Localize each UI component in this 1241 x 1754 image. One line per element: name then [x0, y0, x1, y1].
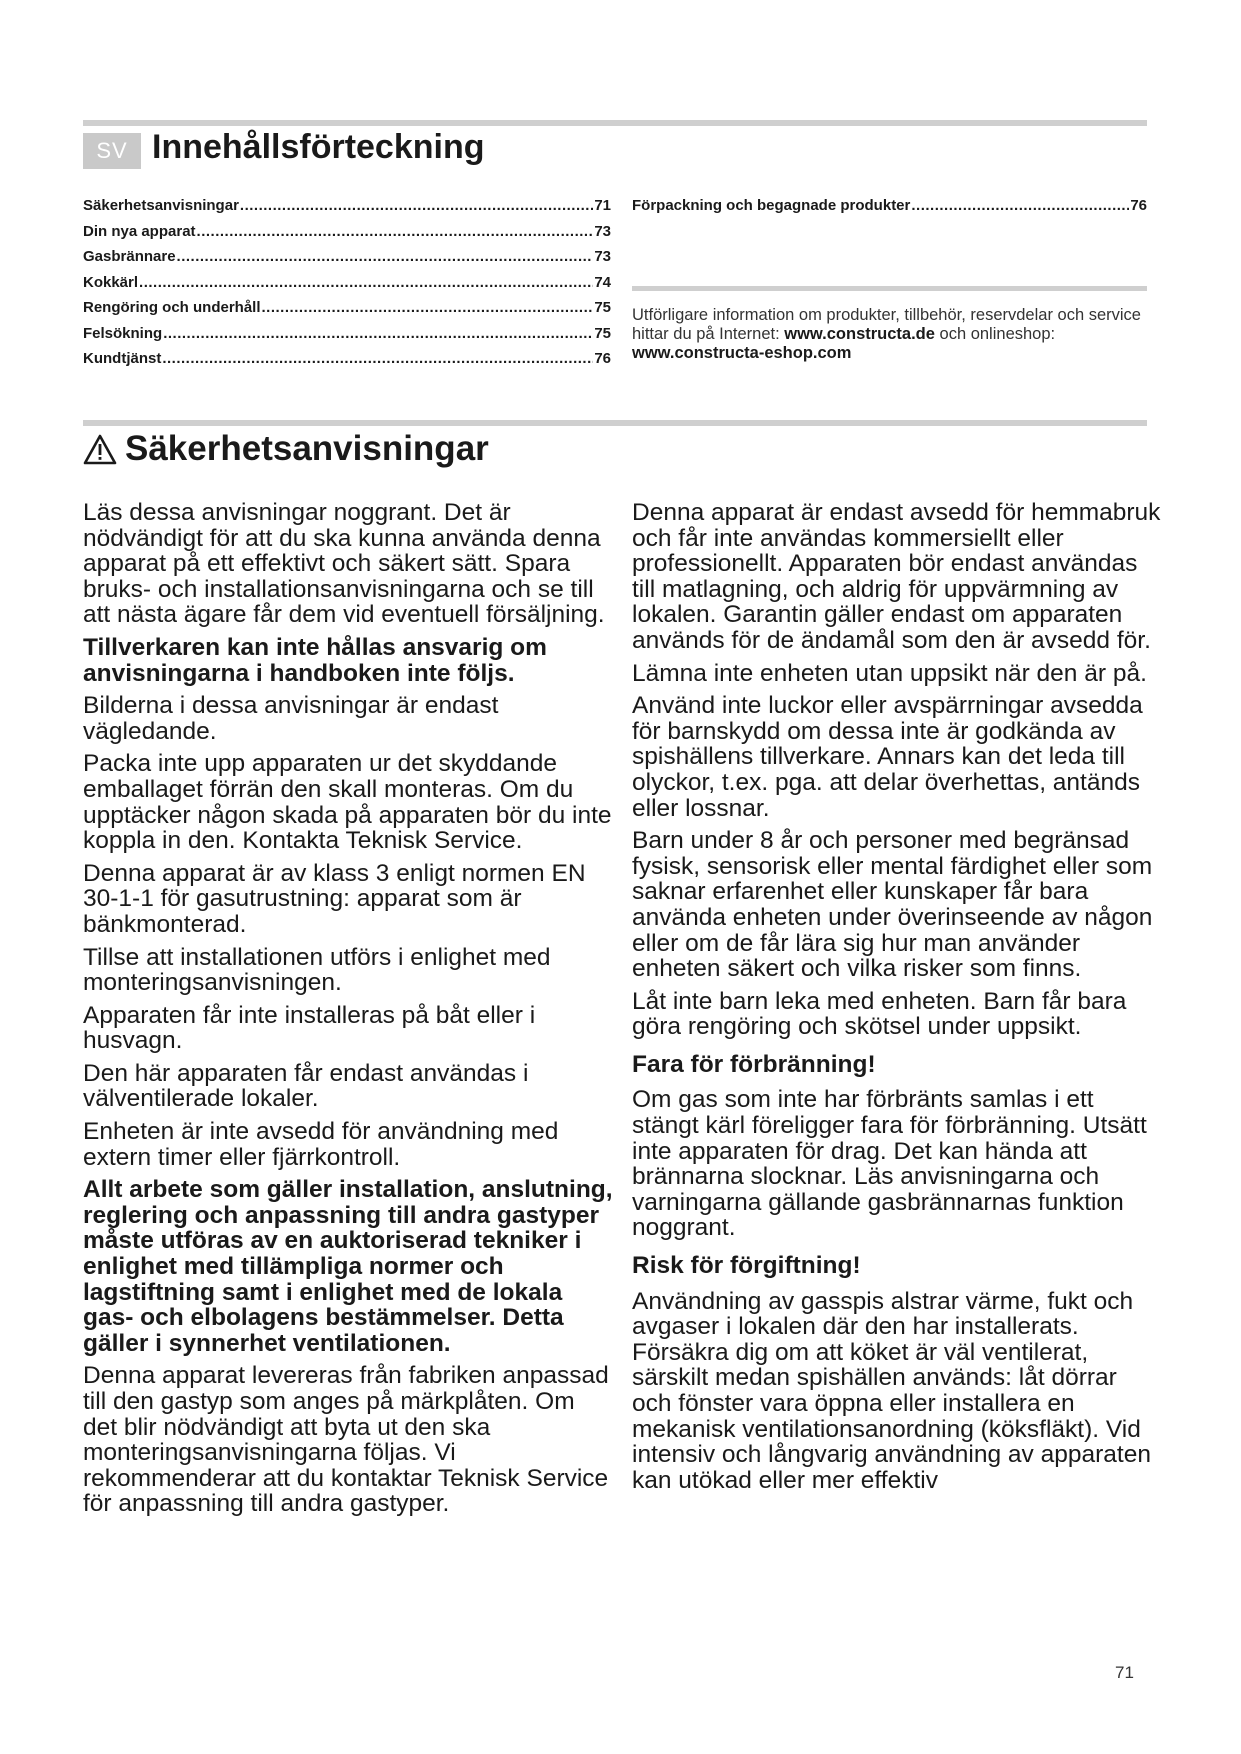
language-badge: SV	[83, 133, 141, 169]
toc-leader-dots	[162, 350, 593, 367]
paragraph: Denna apparat är av klass 3 enligt normen EN 30-1-1 för gasutrustning: apparat som är bänkmonterad.	[83, 859, 586, 938]
toc-entry[interactable]	[83, 274, 611, 300]
toc-entry-page: 73	[594, 222, 611, 240]
subheading: Risk för förgiftning!	[632, 1252, 861, 1280]
paragraph: Lämna inte enheten utan uppsikt när den är på.	[632, 659, 1147, 687]
section-title	[83, 429, 489, 469]
page-number: 71	[1115, 1663, 1134, 1682]
website-link[interactable]: www.constructa.de	[784, 325, 935, 343]
paragraph: Om gas som inte har förbränts samlas i ett stängt kärl föreligger fara för förbränning. Utsätt inte apparaten för drag. Det kan hända att brännarna slocknar. Läs anvisningarna och varningarna gällande gasbrännarnas funktion noggrant.	[632, 1086, 1147, 1242]
info-text-1: Utförligare information om produkter, tillbehör, reservdelar och service hittar du på Internet:	[632, 306, 1141, 343]
toc-entry[interactable]	[83, 350, 611, 376]
paragraph: Låt inte barn leka med enheten. Barn får bara göra rengöring och skötsel under uppsikt.	[632, 987, 1127, 1041]
toc-entry[interactable]	[83, 325, 611, 351]
toc-left-column	[83, 197, 611, 376]
section-rule	[83, 420, 1147, 426]
toc-title: Innehållsförteckning	[152, 128, 485, 166]
toc-entry-label: Felsökning	[83, 324, 163, 342]
right-column	[632, 500, 1162, 1500]
toc-entry[interactable]	[83, 299, 611, 325]
toc-entry-page: 71	[594, 197, 611, 214]
toc-entry-label: Gasbrännare	[83, 248, 176, 265]
toc-leader-dots	[163, 325, 593, 342]
toc-leader-dots	[177, 248, 594, 265]
section-title-text: Säkerhetsanvisningar	[125, 429, 489, 468]
toc-leader-dots	[139, 274, 593, 291]
toc-entry[interactable]	[83, 248, 611, 274]
toc-entry-label: Rengöring och underhåll	[83, 299, 261, 316]
toc-entry-page: 75	[594, 324, 611, 342]
paragraph: Denna apparat är endast avsedd för hemmabruk och får inte användas kommersiellt eller professionellt. Apparaten bör endast användas till matlagning, och aldrig för uppvärmning av lokalen. Garantin gäller endast om apparaten används för de ändamål som den är avsedd för.	[632, 499, 1161, 654]
toc-entry-label: Din nya apparat	[83, 222, 196, 240]
info-text-2: och onlineshop:	[934, 325, 1056, 343]
paragraph: Packa inte upp apparaten ur det skyddande emballaget förrän den skall monteras. Om du upptäcker någon skada på apparaten bör du inte koppla in den. Kontakta Teknisk Service.	[83, 750, 612, 855]
paragraph: Den här apparaten får endast användas i välventilerade lokaler.	[83, 1059, 529, 1113]
toc-entry-label: Säkerhetsanvisningar	[83, 197, 239, 214]
toc-entry-page: 76	[594, 350, 611, 367]
toc-right-column	[632, 197, 1147, 223]
toc-entry[interactable]	[83, 223, 611, 249]
info-rule	[632, 286, 1147, 291]
toc-entry-label: Kokkärl	[83, 273, 139, 291]
eshop-link[interactable]: www.constructa-eshop.com	[632, 344, 852, 362]
paragraph: Allt arbete som gäller installation, anslutning, reglering och anpassning till andra gastyper måste utföras av en auktoriserad tekniker i enlighet med tillämpliga normer och lagstiftning samt i enlighet med de lokala gas- och elbolagens bestämmelser. Detta gäller i synnerhet ventilationen.	[83, 1176, 613, 1357]
paragraph: Bilderna i dessa anvisningar är endast vägledande.	[83, 692, 499, 745]
toc-leader-dots	[911, 197, 1129, 214]
paragraph: Tillse att installationen utförs i enlighet med monteringsanvisningen.	[83, 943, 551, 997]
toc-leader-dots	[197, 223, 594, 240]
toc-entry[interactable]	[83, 197, 611, 223]
top-rule	[83, 120, 1147, 126]
left-column	[83, 500, 613, 1524]
info-text	[632, 306, 1152, 363]
paragraph: Barn under 8 år och personer med begränsad fysisk, sensorisk eller mental färdighet eller som saknar erfarenhet eller kunskaper får bara använda enheten under överinseende av någon eller om de får lära sig hur man använder enheten säkert och vilka risker som finns.	[632, 827, 1153, 983]
paragraph: Apparaten får inte installeras på båt eller i husvagn.	[83, 1001, 536, 1055]
subheading: Fara för förbränning!	[632, 1050, 876, 1078]
toc-leader-dots	[262, 299, 594, 316]
toc-entry-page: 76	[1130, 197, 1147, 214]
paragraph: Enheten är inte avsedd för användning med extern timer eller fjärrkontroll.	[83, 1118, 559, 1171]
toc-entry-page: 75	[594, 299, 611, 316]
paragraph: Användning av gasspis alstrar värme, fukt och avgaser i lokalen där den har installerats. Försäkra dig om att köket är väl ventilerat, särskilt medan spishällen används: låt dörrar och fönster vara öppna eller installera en mekanisk ventilationsanordning (köksfläkt). Vid intensiv och långvarig användning av apparaten kan utökad eller mer effektiv	[632, 1287, 1151, 1494]
toc-entry-label: Kundtjänst	[83, 350, 162, 367]
paragraph: Läs dessa anvisningar noggrant. Det är nödvändigt för att du ska kunna använda denna apparat på ett effektivt och säkert sätt. Spara bruks- och installationsanvisningarna och se till att nästa ägare får dem vid eventuell försäljning.	[83, 499, 605, 629]
toc-entry[interactable]	[632, 197, 1147, 223]
paragraph: Använd inte luckor eller avspärrningar avsedda för barnskydd om dessa inte är godkända av spishällens tillverkare. Annars kan det leda till olyckor, t.ex. pga. att delar överhettas, antänds eller lossnar.	[632, 692, 1143, 822]
toc-entry-label: Förpackning och begagnade produkter	[632, 197, 911, 214]
paragraph: Denna apparat levereras från fabriken anpassad till den gastyp som anges på märkplåten. Om det blir nödvändigt att byta ut den ska monteringsanvisningarna följas. Vi rekommenderar att du kontaktar Teknisk Service för anpassning till andra gastyper.	[83, 1362, 609, 1518]
paragraph: Tillverkaren kan inte hållas ansvarig om anvisningarna i handboken inte följs.	[83, 633, 547, 687]
toc-entry-page: 74	[594, 273, 611, 291]
toc-leader-dots	[240, 197, 593, 214]
warning-icon	[83, 434, 117, 465]
toc-entry-page: 73	[594, 248, 611, 265]
